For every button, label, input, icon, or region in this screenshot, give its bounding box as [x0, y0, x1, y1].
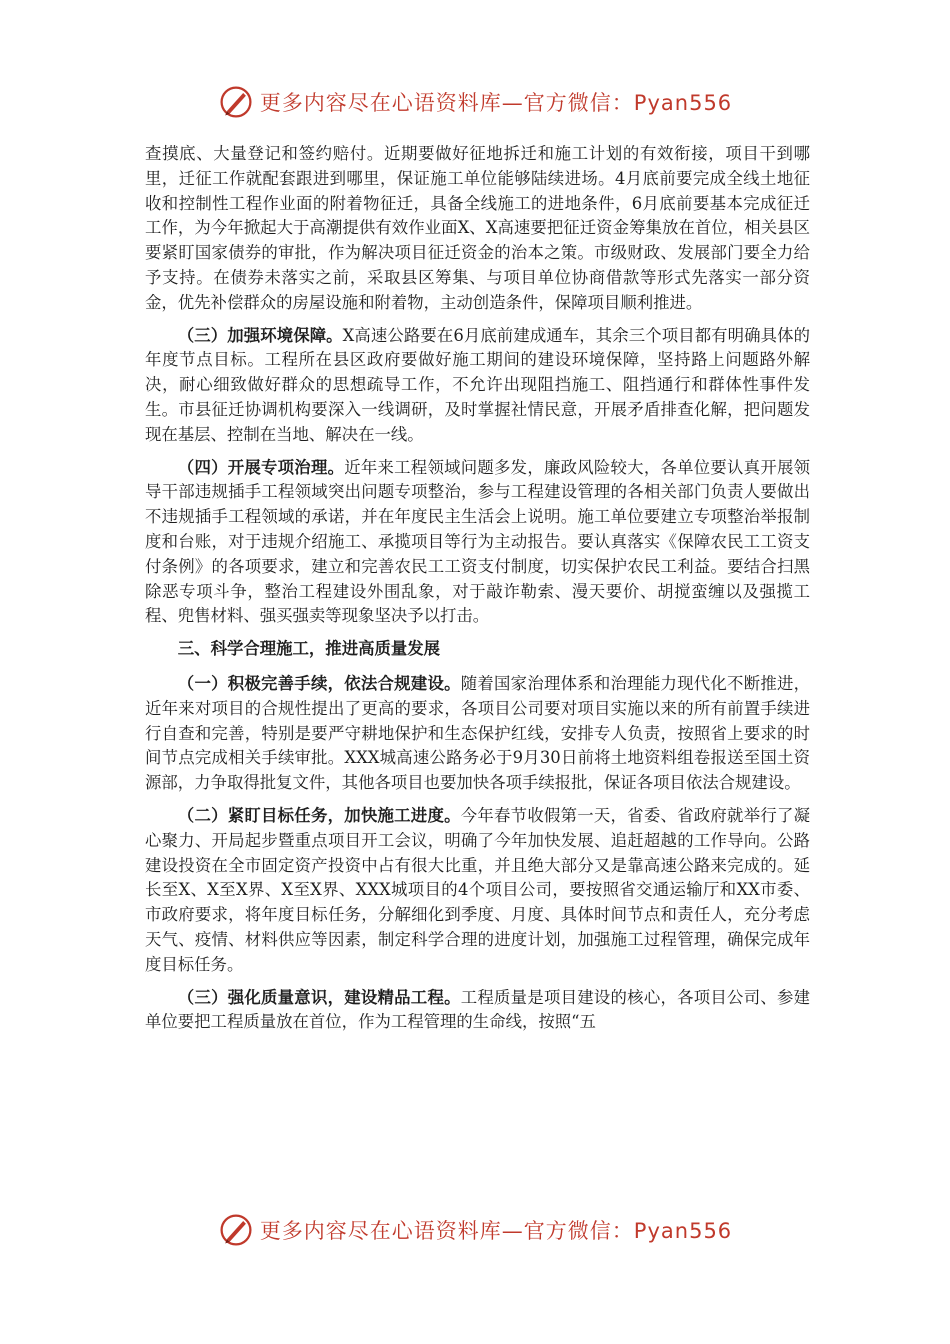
paragraph [145, 804, 810, 978]
paragraph: 查摸底、大量登记和签约赔付。近期要做好征地拆迁和施工计划的有效衔接，项目干到哪里，迁征工作就配套跟进到哪里，保证施工单位能够陆续进场。4月底前要完成全线土地征收和控制性工程作业面的附着物征迁，具备全线施工的进地条件，6月底前要基本完成征迁工作，为今年掀起大于高潮提供有效作业面X、X高速要把征迁资金筹集放在首位，相关县区要紧盯国家债券的审批，作为解决项目征迁资金的治本之策。市级财政、发展部门要全力给予支持。在债券未落实之前，采取县区筹集、与项目单位协商借款等形式先落实一部分资金，优先补偿群众的房屋设施和附着物，主动创造条件，保障项目顺利推进。 [145, 144, 810, 312]
paragraph [145, 986, 810, 1036]
paragraph-heading: （三）强化质量意识，建设精品工程。 [177, 987, 461, 1007]
paragraph [145, 456, 810, 630]
footer-watermark-banner [0, 1210, 950, 1250]
paragraph-heading: （一）积极完善手续，依法合规建设。 [177, 673, 461, 693]
pen-circle-logo-icon [218, 1212, 254, 1248]
banner-text: 更多内容尽在心语资料库—官方微信：Pyan556 [259, 1219, 733, 1243]
paragraph [145, 672, 810, 796]
paragraph-text: 工程质量是项目建设的核心，各项目公司、参建单位要把工程质量放在首位，作为工程管理的生命线，按照“五 [145, 987, 811, 1032]
section-title: 三、科学合理施工，推进高质量发展 [177, 639, 441, 659]
document-body [145, 142, 810, 1043]
paragraph-heading: （三）加强环境保障。 [177, 325, 343, 345]
paragraph [145, 324, 810, 448]
paragraph-text: 今年春节收假第一天，省委、省政府就举行了凝心聚力、开局起步暨重点项目开工会议，明确了今年加快发展、追赶超越的工作导向。公路建设投资在全市固定资产投资中占有很大比重，并且绝大部分又是靠高速公路来完成的。延长至X、X至X界、X至X界、XXX城项目的4个项目公司，要按照省交通运输厅和XX市委、市政府要求，将年度目标任务，分解细化到季度、月度、具体时间节点和责任人，充分考虑天气、疫情、材料供应等因素，制定科学合理的进度计划，加强施工过程管理，确保完成年度目标任务。 [145, 805, 811, 974]
paragraph-heading: （四）开展专项治理。 [177, 457, 345, 477]
pen-circle-logo-icon [218, 84, 254, 120]
paragraph-text: 随着国家治理体系和治理能力现代化不断推进，近年来对项目的合规性提出了更高的要求，各项目公司要对项目实施以来的所有前置手续进行自查和完善，特别是要严守耕地保护和生态保护红线，安排专人负责，按照省上要求的时间节点完成相关手续审批。XXX城高速公路务必于9月30日前将土地资料组卷报送至国土资源部，力争取得批复文件，其他各项目也要加快各项手续报批，保证各项目依法合规建设。 [145, 673, 811, 793]
header-watermark-banner [0, 82, 950, 122]
paragraph-heading: （二）紧盯目标任务，加快施工进度。 [177, 805, 461, 825]
paragraph-text: X高速公路要在6月底前建成通车，其余三个项目都有明确具体的年度节点目标。工程所在县区政府要做好施工期间的建设环境保障，坚持路上问题路外解决，耐心细致做好群众的思想疏导工作，不允许出现阻挡施工、阻挡通行和群体性事件发生。市县征迁协调机构要深入一线调研，及时掌握社情民意，开展矛盾排查化解，把问题发现在基层、控制在当地、解决在一线。 [145, 325, 810, 444]
banner-text: 更多内容尽在心语资料库—官方微信：Pyan556 [259, 91, 733, 115]
paragraph-text: 近年来工程领域问题多发，廉政风险较大，各单位要认真开展领导干部违规插手工程领域突出问题专项整治，参与工程建设管理的各相关部门负责人要做出不违规插手工程领域的承诺，并在年度民主生活会上说明。施工单位要建立专项整治举报制度和台账，对于违规介绍施工、承揽项目等行为主动报告。要认真落实《保障农民工工资支付条例》的各项要求，建立和完善农民工工资支付制度，切实保护农民工利益。要结合扫黑除恶专项斗争，整治工程建设外围乱象，对于敲诈勒索、漫天要价、胡搅蛮缠以及强揽工程、兜售材料、强买强卖等现象坚决予以打击。 [145, 457, 811, 626]
